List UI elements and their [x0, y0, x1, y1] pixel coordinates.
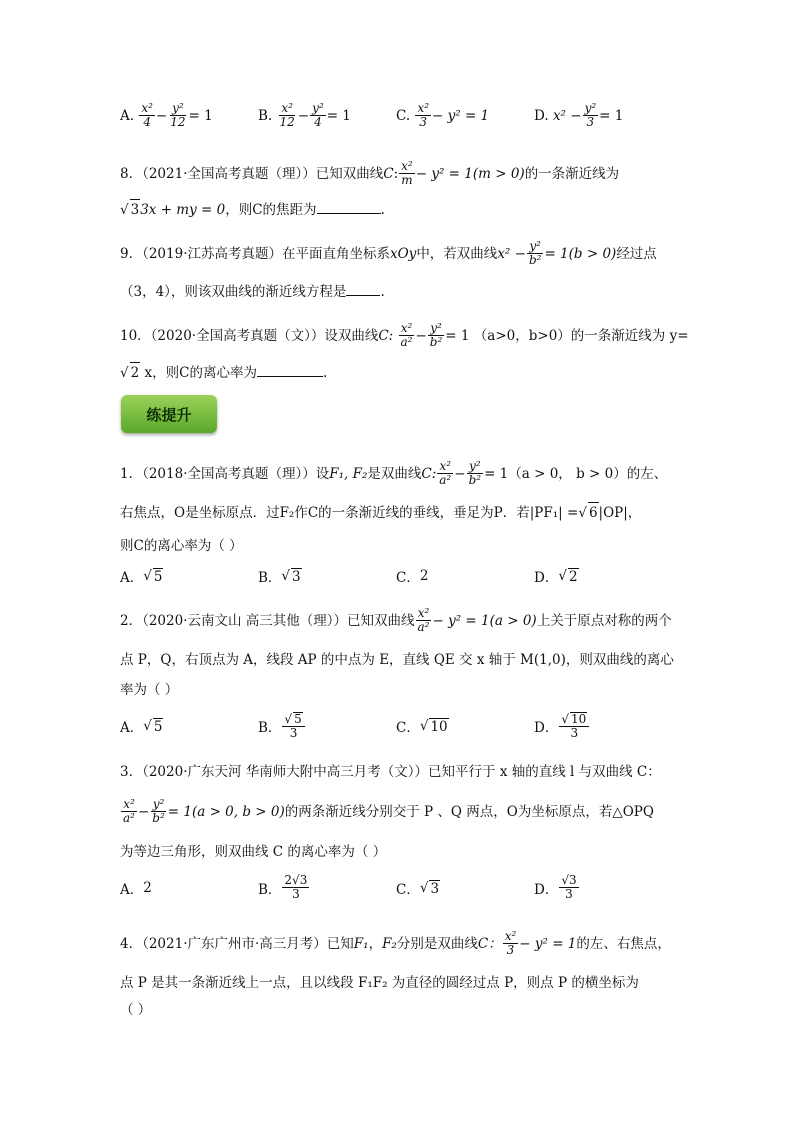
fraction: $\frac{\text{y²}}{12}$ [170, 101, 186, 129]
math-symbol: C： [477, 935, 502, 952]
math-expression: x² − [497, 245, 526, 262]
question-text: ，则C的焦距为 [225, 202, 317, 218]
math-expression: − y² = 1 [519, 935, 577, 952]
question-text: 10．（2020·全国高考真题（文））设双曲线 [120, 327, 379, 344]
q9-line-2 [120, 282, 385, 302]
fraction: $\frac{√3}{3}$ [561, 873, 577, 901]
p2-options [120, 712, 680, 748]
p2-option-d[interactable] [534, 712, 590, 740]
option-label: B． [258, 720, 282, 736]
p1-line-3: 则C的离心率为（ ） [120, 538, 243, 554]
sqrt-value: 6 [588, 502, 599, 523]
p1-option-b[interactable]: B． √ 3 [258, 568, 301, 586]
p3-line-2: $\frac{\text{x²}}{\text{a²}}$ − $\frac{\text{y²}}{\text{b²}}$ = 1(a > 0, b > 0) 的两条渐近线分别交于 P 、Q 两点，O为坐标原点，若△OPQ [123, 797, 654, 825]
option-label: C． [396, 570, 420, 586]
option-label: D. [534, 107, 549, 124]
sqrt-value: 5 [153, 568, 163, 585]
fraction: $\frac{\text{x²}}{\text{a²}}$ [439, 459, 452, 487]
sqrt-value: 5 [153, 718, 163, 735]
p1-option-a[interactable]: A． √ 5 [120, 568, 163, 586]
p1-line-2 [120, 502, 641, 523]
option-label: D． [534, 881, 559, 898]
question-text: （a>0，b>0）的一条渐近线为 y= [473, 327, 689, 344]
question-text: 是双曲线 [367, 465, 422, 482]
q7-option-c [396, 102, 489, 129]
q10-line-1: 10．（2020·全国高考真题（文））设双曲线 C: $\frac{\text{x²}}{\text{a²}}$ − $\frac{\text{y²}}{\text{b²}}$ = 1 （a>0，b>0）的一条渐近线为 y= [120, 321, 689, 349]
punctuation: . [380, 284, 385, 300]
question-text: 的左、右焦点， [576, 935, 671, 952]
fraction: $\frac{\text{y²}}{\text{b²}}$ [468, 459, 482, 487]
option-label: B. [258, 107, 273, 124]
option-label: B． [258, 570, 282, 586]
question-text: 4．（2021·广东广州市·高三月考）已知 [120, 935, 354, 952]
sqrt-value: 3 [430, 880, 440, 897]
equation-tail: = 1 [326, 107, 351, 124]
math-symbol: F₁ [353, 935, 369, 952]
sqrt-value: 10 [430, 718, 448, 735]
fraction: $\frac{\text{x²}}{\text{a²}}$ [400, 321, 413, 349]
question-text: |OP|， [598, 505, 642, 521]
fraction: $\frac{\text{x²}}{4}$ [141, 101, 153, 129]
question-text: 2．（2020·云南文山 高三其他（理））已知双曲线 [120, 612, 415, 629]
math-symbol: C: [378, 327, 394, 344]
math-symbol: C [383, 165, 394, 182]
p1-option-c[interactable] [396, 566, 428, 586]
fraction: $\frac{√ 10}{3}$ [559, 712, 589, 740]
q7-option-a: A. $\frac{\text{x²}}{4}$ − $\frac{\text{y²}}{12}$ = 1 [120, 101, 213, 129]
fraction: $\frac{\text{x²}}{\text{a²}}$ [123, 797, 135, 825]
p4-line-1 [120, 930, 671, 957]
fraction: $\frac{\text{x²}}{3}$ [504, 929, 517, 957]
p3-line-3: 为等边三角形，则双曲线 C 的离心率为（ ） [120, 844, 387, 860]
p4-line-2: 点 P 是其一条渐近线上一点，且以线段 F₁F₂ 为直径的圆经过点 P，则点 P 的横坐标为 [120, 975, 639, 991]
math-expression: = 1 [484, 465, 509, 482]
p3-option-a[interactable] [120, 878, 152, 898]
option-label: A． [120, 882, 144, 898]
p2-line-3: 率为（ ） [120, 682, 179, 698]
fraction: $\frac{\text{x²}}{12}$ [279, 101, 295, 129]
sqrt-symbol: √ [120, 202, 129, 218]
q10-line-2 [120, 362, 327, 383]
option-label: D． [534, 570, 559, 586]
option-label: B． [258, 881, 282, 898]
fraction: $\frac{2√3}{3}$ [284, 873, 308, 901]
p3-option-d[interactable] [534, 874, 580, 901]
p3-option-c[interactable]: C． √ 3 [396, 880, 440, 898]
question-text: 8．（2021·全国高考真题（理））已知双曲线 [120, 165, 384, 182]
math-expression: = 1(a > 0, b > 0) [167, 803, 285, 820]
question-text: 9．（2019·江苏高考真题）在平面直角坐标系 [120, 245, 390, 262]
p2-option-b[interactable] [258, 712, 306, 740]
question-text: ， [368, 935, 383, 952]
question-text: 的两条渐近线分别交于 P 、Q 两点，O为坐标原点，若△OPQ [284, 803, 654, 820]
question-text: （a > 0， b > 0）的左、 [508, 465, 668, 482]
option-label: A. [120, 107, 135, 124]
option-value: 2 [419, 568, 429, 584]
q8-line-1: 8．（2021·全国高考真题（理））已知双曲线 C : $\frac{\text{x²}}{m}$ − y² = 1(m > 0) 的一条渐近线为 [120, 159, 620, 187]
question-text: 经过点 [616, 245, 657, 262]
fraction: $\frac{\text{y²}}{\text{b²}}$ [429, 321, 443, 349]
option-label: C． [396, 882, 420, 898]
option-value: 2 [143, 880, 152, 896]
p1-options [120, 566, 680, 596]
question-text: （3，4），则该双曲线的渐近线方程是 [120, 284, 347, 300]
punctuation: . [380, 202, 385, 218]
q7-option-d [534, 102, 623, 129]
sqrt-symbol: √ [578, 505, 587, 521]
question-text: 中，若双曲线 [416, 245, 498, 262]
question-text: 1．（2018·全国高考真题（理））设 [120, 465, 330, 482]
q7-options [120, 102, 680, 132]
q7-option-b: B. $\frac{\text{x²}}{12}$ − $\frac{\text{y²}}{4}$ = 1 [258, 101, 351, 129]
math-expression: 3x + my = 0 [140, 202, 226, 218]
q8-line-2: √ 33x + my = 0，则C的焦距为 . [120, 199, 385, 220]
math-symbol: F₂ [382, 935, 397, 952]
equation-tail: = 1 [599, 107, 624, 124]
sqrt-value: 3 [292, 568, 301, 585]
p2-option-a[interactable]: A． √ 5 [120, 718, 163, 736]
section-badge: 练提升 [121, 395, 217, 433]
answer-blank[interactable] [346, 283, 380, 296]
fraction: $\frac{\text{x²}}{\text{a²}}$ [417, 606, 430, 634]
q9-line-1 [120, 240, 657, 267]
p2-line-2: 点 P，Q，右顶点为 A，线段 AP 的中点为 E，直线 QE 交 x 轴于 M(1,0)，则双曲线的离心 [120, 652, 674, 668]
equation-head: x² − [552, 107, 582, 124]
sqrt-value: 2 [130, 362, 141, 383]
option-label: C． [396, 720, 420, 736]
question-text: 上关于原点对称的两个 [536, 612, 672, 629]
answer-blank[interactable] [257, 364, 323, 377]
option-label: A． [120, 570, 144, 586]
fraction: $\frac{\text{x²}}{m}$ [401, 159, 413, 187]
math-symbol: xOy [390, 245, 417, 262]
p3-line-1: 3．（2020·广东天河 华南师大附中高三月考（文））已知平行于 x 轴的直线 l 与双曲线 C： [120, 764, 661, 780]
math-expression: = 1(b > 0) [544, 245, 617, 262]
answer-blank[interactable] [317, 201, 381, 214]
math-expression: = 1 [445, 327, 470, 344]
option-label: D． [534, 720, 559, 736]
question-text: 分别是双曲线 [396, 935, 478, 952]
fraction: $\frac{\text{y²}}{3}$ [584, 101, 597, 129]
math-expression: − y² = 1(m > 0) [415, 165, 525, 182]
p4-line-3: （ ） [120, 1002, 152, 1018]
math-expression: − y² = 1(a > 0) [432, 612, 537, 629]
p1-line-1: 1．（2018·全国高考真题（理））设 F₁, F₂ 是双曲线 C: $\frac{\text{x²}}{\text{a²}}$ − $\frac{\text{y²}}{\text{b²}}$ = 1 （a > 0， b > 0）的左、 [120, 459, 668, 487]
sqrt-symbol: √ [120, 365, 129, 381]
fraction: $\frac{\text{y²}}{\text{b²}}$ [528, 239, 542, 267]
question-text: x，则C的离心率为 [144, 365, 257, 381]
fraction: $\frac{\text{x²}}{3}$ [417, 101, 430, 129]
question-text: 右焦点，O是坐标原点．过F₂作C的一条渐近线的垂线，垂足为P．若|PF₁| = [120, 505, 579, 521]
p2-line-1 [120, 607, 672, 634]
option-label: A． [120, 720, 144, 736]
fraction: $\frac{\text{y²}}{\text{b²}}$ [152, 797, 165, 825]
punctuation: . [322, 365, 328, 381]
equation-tail: − y² = 1 [432, 107, 490, 124]
option-label: C. [396, 107, 411, 124]
fraction: $\frac{\text{y²}}{4}$ [312, 101, 324, 129]
p1-option-d[interactable]: D． √ 2 [534, 568, 578, 586]
p3-options [120, 874, 680, 910]
question-text: 的一条渐近线为 [524, 165, 620, 182]
equation-tail: = 1 [188, 107, 213, 124]
sqrt-value: 2 [568, 568, 578, 585]
p2-option-c[interactable]: C． √ 10 [396, 718, 448, 736]
math-symbol: F₁, F₂ [329, 465, 368, 482]
p3-option-b[interactable] [258, 874, 310, 901]
fraction: $\frac{√ 5}{3}$ [282, 712, 304, 740]
math-symbol: C: [421, 465, 437, 482]
